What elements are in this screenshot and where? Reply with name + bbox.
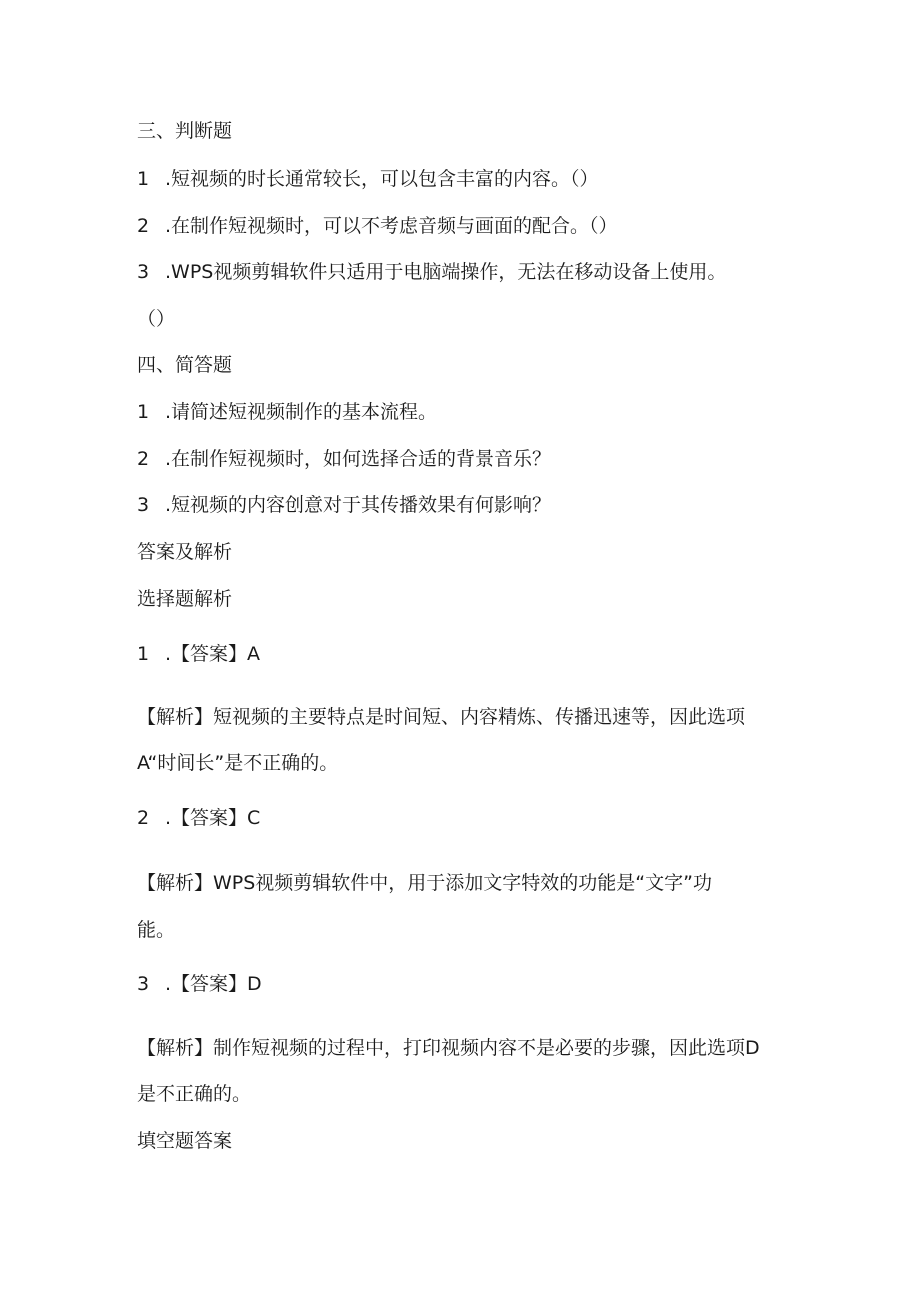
answer-text: .【答案】C [165, 807, 261, 829]
question-number: 2 [137, 215, 150, 237]
question-item [137, 260, 726, 284]
answer-number: 2 [137, 807, 150, 829]
answer-item [137, 972, 262, 996]
answer-item [137, 806, 260, 830]
question-number: 1 [137, 401, 150, 423]
question-number: 1 [137, 168, 150, 190]
question-text: .短视频的时长通常较长，可以包含丰富的内容。（） [165, 168, 599, 190]
question-number: 3 [137, 261, 150, 283]
question-item [137, 447, 551, 471]
question-item [137, 214, 618, 238]
question-text: .在制作短视频时，可以不考虑音频与画面的配合。（） [165, 215, 618, 237]
fill-answers-heading: 填空题答案 [137, 1130, 233, 1152]
choice-analysis-heading: 选择题解析 [137, 588, 233, 610]
answer-number: 3 [137, 973, 150, 995]
section-heading-judgement: 三、判断题 [137, 120, 233, 142]
answer-text: .【答案】A [165, 643, 261, 665]
question-text: .在制作短视频时，如何选择合适的背景音乐？ [165, 448, 552, 470]
question-continuation: （） [137, 308, 176, 330]
analysis-line: 【解析】WPS视频剪辑软件中，用于添加文字特效的功能是“文字”功 [137, 872, 712, 894]
question-text: .WPS视频剪辑软件只适用于电脑端操作，无法在移动设备上使用。 [165, 261, 727, 283]
question-item [137, 400, 437, 424]
analysis-line: A“时间长”是不正确的。 [137, 752, 339, 774]
section-heading-short-answer: 四、简答题 [137, 354, 233, 376]
analysis-line: 【解析】制作短视频的过程中，打印视频内容不是必要的步骤，因此选项D [137, 1037, 760, 1059]
question-text: .请简述短视频制作的基本流程。 [165, 401, 438, 423]
analysis-line: 能。 [137, 919, 176, 941]
answers-heading: 答案及解析 [137, 541, 233, 563]
answer-text: .【答案】D [165, 973, 262, 995]
analysis-line: 【解析】短视频的主要特点是时间短、内容精炼、传播迅速等，因此选项 [137, 706, 746, 728]
answer-number: 1 [137, 643, 150, 665]
question-item [137, 167, 599, 191]
question-item [137, 493, 551, 517]
question-number: 3 [137, 494, 150, 516]
question-text: .短视频的内容创意对于其传播效果有何影响？ [165, 494, 552, 516]
question-number: 2 [137, 448, 150, 470]
answer-item [137, 642, 260, 666]
analysis-line: 是不正确的。 [137, 1083, 252, 1105]
